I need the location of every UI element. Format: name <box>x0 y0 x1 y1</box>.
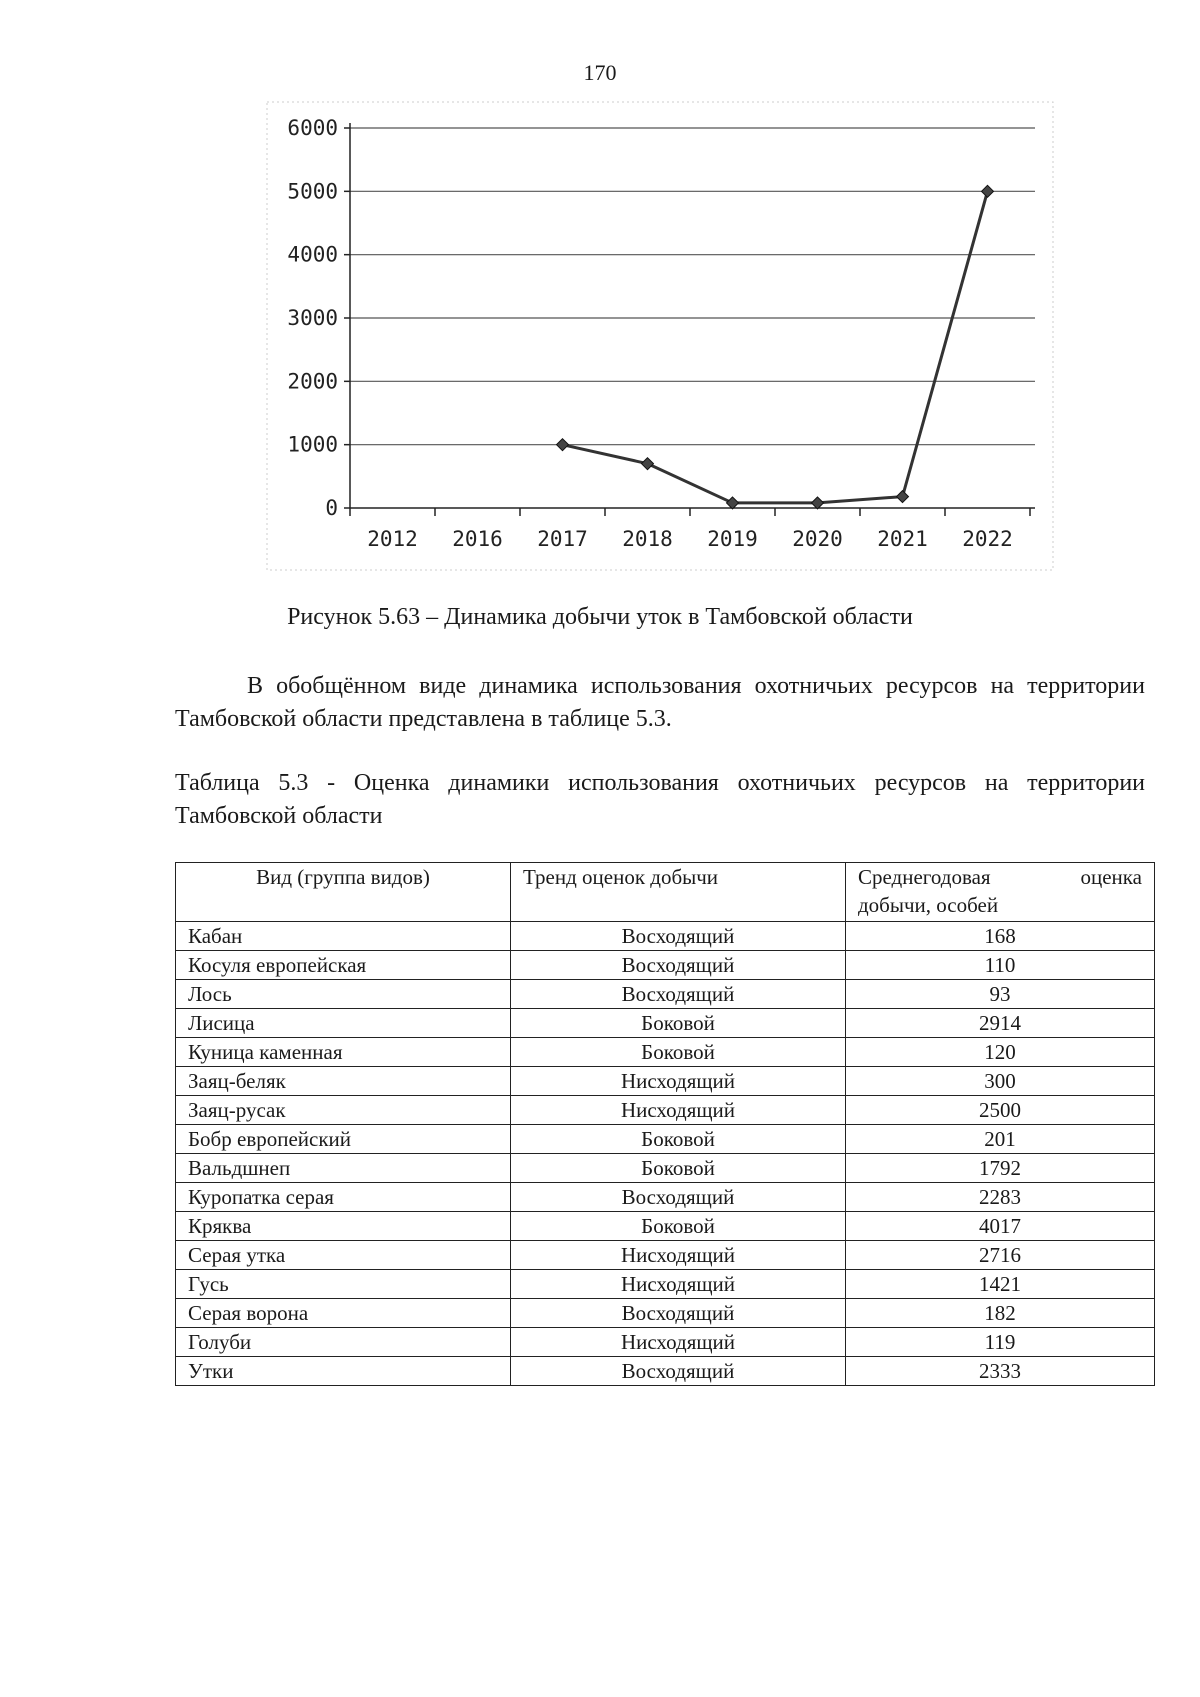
x-tick-label: 2019 <box>707 527 758 551</box>
cell-trend: Нисходящий <box>511 1096 846 1125</box>
x-tick-label: 2020 <box>792 527 843 551</box>
cell-trend: Боковой <box>511 1038 846 1067</box>
data-point <box>897 491 909 503</box>
table-row <box>176 1270 1155 1299</box>
cell-value: 2716 <box>846 1241 1155 1270</box>
header-species: Вид (группа видов) <box>176 863 511 922</box>
cell-value: 119 <box>846 1328 1155 1357</box>
cell-value: 2500 <box>846 1096 1155 1125</box>
cell-trend: Восходящий <box>511 1357 846 1386</box>
cell-trend: Боковой <box>511 1212 846 1241</box>
duck-harvest-chart <box>265 100 1055 572</box>
harvest-table <box>175 862 1155 1386</box>
y-tick-label: 0 <box>325 496 338 520</box>
cell-species: Утки <box>176 1357 511 1386</box>
table-row <box>176 1096 1155 1125</box>
table-row <box>176 1154 1155 1183</box>
cell-value: 110 <box>846 951 1155 980</box>
cell-trend: Нисходящий <box>511 1328 846 1357</box>
cell-trend: Восходящий <box>511 951 846 980</box>
data-point <box>812 497 824 509</box>
body-paragraph: В обобщённом виде динамика использования охотничьих ресурсов на территории Тамбовской области представлена в таблице 5.3. <box>175 673 1145 732</box>
table-row <box>176 922 1155 951</box>
cell-species: Серая утка <box>176 1241 511 1270</box>
chart-frame <box>267 102 1053 570</box>
cell-value: 1421 <box>846 1270 1155 1299</box>
header-average-part3: добычи, особей <box>858 893 999 917</box>
x-tick-label: 2016 <box>452 527 503 551</box>
cell-trend: Нисходящий <box>511 1067 846 1096</box>
table-row <box>176 980 1155 1009</box>
cell-trend: Восходящий <box>511 1299 846 1328</box>
cell-species: Бобр европейский <box>176 1125 511 1154</box>
header-average-part2: оценка <box>1080 865 1142 889</box>
table-row <box>176 1299 1155 1328</box>
cell-value: 4017 <box>846 1212 1155 1241</box>
y-tick-label: 1000 <box>287 432 338 457</box>
table-row <box>176 1241 1155 1270</box>
y-tick-label: 3000 <box>287 306 338 330</box>
cell-value: 2914 <box>846 1009 1155 1038</box>
table-row <box>176 1067 1155 1096</box>
table-row <box>176 1125 1155 1154</box>
cell-species: Лисица <box>176 1009 511 1038</box>
cell-value: 93 <box>846 980 1155 1009</box>
header-average <box>846 863 1155 922</box>
header-trend: Тренд оценок добычи <box>511 863 846 922</box>
data-point <box>982 185 994 197</box>
cell-species: Серая ворона <box>176 1299 511 1328</box>
cell-value: 201 <box>846 1125 1155 1154</box>
header-average-part1: Среднегодовая <box>858 865 991 889</box>
x-tick-label: 2022 <box>962 527 1013 551</box>
cell-trend: Восходящий <box>511 980 846 1009</box>
cell-species: Гусь <box>176 1270 511 1299</box>
line-chart <box>265 100 1055 572</box>
cell-trend: Нисходящий <box>511 1241 846 1270</box>
cell-trend: Восходящий <box>511 1183 846 1212</box>
table-row <box>176 1328 1155 1357</box>
x-tick-label: 2018 <box>622 527 673 551</box>
cell-trend: Нисходящий <box>511 1270 846 1299</box>
cell-value: 182 <box>846 1299 1155 1328</box>
cell-trend: Боковой <box>511 1009 846 1038</box>
data-point <box>727 497 739 509</box>
cell-value: 1792 <box>846 1154 1155 1183</box>
x-tick-label: 2017 <box>537 527 588 551</box>
cell-species: Вальдшнеп <box>176 1154 511 1183</box>
cell-species: Лось <box>176 980 511 1009</box>
page-number: 170 <box>583 60 617 85</box>
cell-species: Кряква <box>176 1212 511 1241</box>
table-row <box>176 1357 1155 1386</box>
cell-value: 168 <box>846 922 1155 951</box>
cell-species: Заяц-русак <box>176 1096 511 1125</box>
table-row <box>176 1038 1155 1067</box>
table-row <box>176 1009 1155 1038</box>
figure-caption: Рисунок 5.63 – Динамика добычи уток в Тамбовской области <box>287 604 913 630</box>
data-point <box>642 458 654 470</box>
y-tick-label: 4000 <box>287 242 338 267</box>
table-title: Таблица 5.3 - Оценка динамики использования охотничьих ресурсов на территории Тамбовской области <box>175 770 1145 829</box>
cell-species: Кабан <box>176 922 511 951</box>
cell-species: Голуби <box>176 1328 511 1357</box>
cell-species: Заяц-беляк <box>176 1067 511 1096</box>
x-tick-label: 2012 <box>367 527 418 551</box>
x-tick-label: 2021 <box>877 527 928 551</box>
cell-value: 2333 <box>846 1357 1155 1386</box>
cell-species: Куропатка серая <box>176 1183 511 1212</box>
table-row <box>176 1183 1155 1212</box>
y-tick-label: 6000 <box>287 116 338 140</box>
cell-value: 120 <box>846 1038 1155 1067</box>
cell-value: 2283 <box>846 1183 1155 1212</box>
y-tick-label: 2000 <box>287 369 338 394</box>
cell-species: Косуля европейская <box>176 951 511 980</box>
cell-trend: Боковой <box>511 1125 846 1154</box>
cell-value: 300 <box>846 1067 1155 1096</box>
y-tick-label: 5000 <box>287 179 338 204</box>
data-point <box>557 439 569 451</box>
table-header-row <box>176 863 1155 922</box>
cell-trend: Боковой <box>511 1154 846 1183</box>
cell-species: Куница каменная <box>176 1038 511 1067</box>
table-row <box>176 951 1155 980</box>
cell-trend: Восходящий <box>511 922 846 951</box>
series-line <box>563 191 988 503</box>
table-row <box>176 1212 1155 1241</box>
